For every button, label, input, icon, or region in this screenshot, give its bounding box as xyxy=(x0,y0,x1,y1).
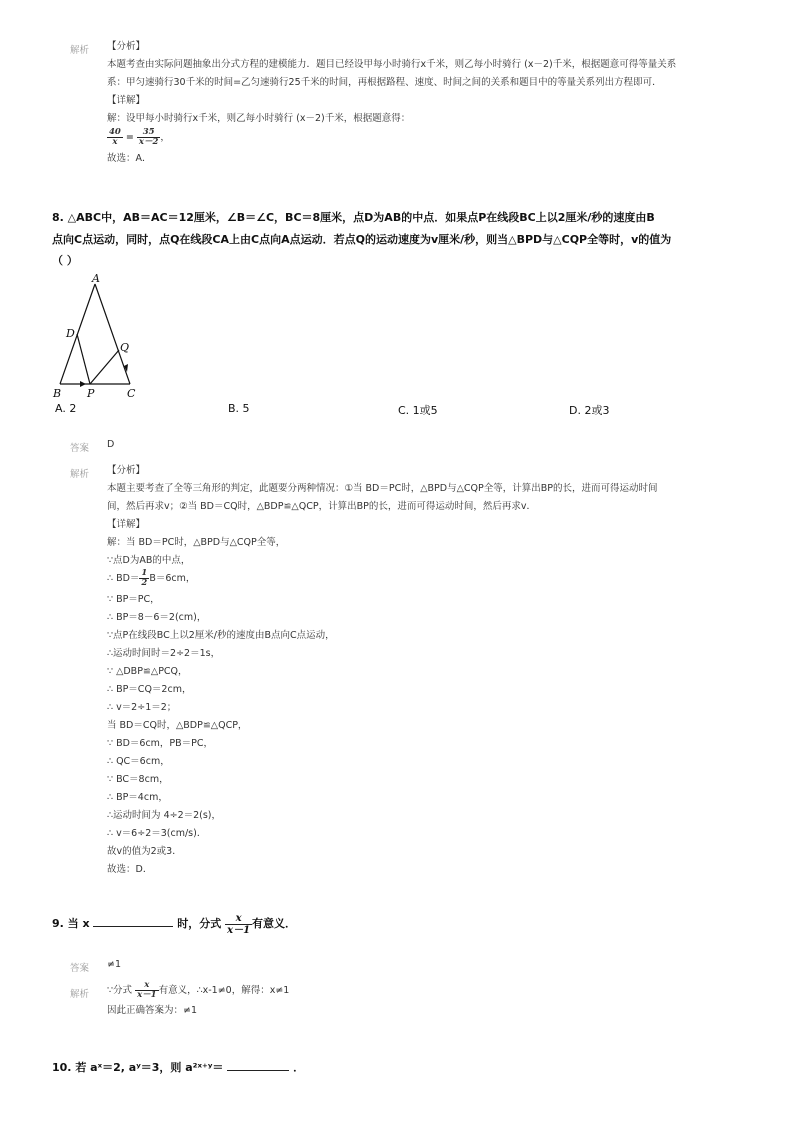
solution-step: ∴ v＝2÷1＝2； xyxy=(107,702,177,713)
analysis-tag: 解析 xyxy=(70,989,90,1000)
label-C: C xyxy=(127,387,136,400)
fraction: $\frac{35}{x-2}$ xyxy=(138,127,159,147)
option-d[interactable]: D. 2或3 xyxy=(569,404,610,417)
analysis-text: 因此正确答案为：≠1 xyxy=(107,1005,198,1016)
analysis-text: ∵分式 $\frac{x}{x-1}$ 有意义，∴x-1≠0，解得：x≠1 xyxy=(107,980,290,1000)
detail-heading: 【详解】 xyxy=(107,95,146,106)
question-stem: 9. 当 x 时，分式 $\frac{x}{x-1}$ 有意义． xyxy=(52,912,297,936)
label-Q: Q xyxy=(120,341,130,354)
solution-step: ∵点P在线段BC上以2厘米/秒的速度由B点向C点运动， xyxy=(107,630,335,641)
answer-tag: 答案 xyxy=(70,443,90,454)
solution-text: 解：设甲每小时骑行x千米，则乙每小时骑行 (x－2)千米，根据题意得： xyxy=(107,113,411,124)
answer-blank[interactable] xyxy=(93,914,173,927)
label-B: B xyxy=(53,387,62,400)
solution-step: ∵ BP＝PC， xyxy=(107,594,160,605)
analysis-text: 本题主要考查了全等三角形的判定，此题要分两种情况：①当 BD＝PC时，△BPD与△CQP全等，计算出BP的长，进而可得运动时间 xyxy=(107,483,658,494)
question-stem: 10. 若 aˣ＝2, aʸ＝3，则 a²ˣ⁺ʸ＝ ． xyxy=(52,1058,304,1078)
analysis-text: 本题考查由实际问题抽象出分式方程的建模能力．题目已经设甲每小时骑行x千米，则乙每小时骑行 (x－2)千米，根据题意可得等量关系 xyxy=(107,59,677,70)
solution-step: 当 BD＝CQ时，△BDP≌△QCP， xyxy=(107,720,248,731)
analysis-text: 间，然后再求v；②当 BD＝CQ时，△BDP≌△QCP，计算出BP的长，进而可得运动时间，然后再求v． xyxy=(107,501,536,512)
analysis-text: 系：甲匀速骑行30千米的时间=乙匀速骑行25千米的时间，再根据路程、速度、时间之间的关系和题目中的等量关系列出方程即可． xyxy=(107,77,662,88)
solution-step: ∴运动时间为 4÷2＝2(s)， xyxy=(107,810,222,821)
solution-step: ∴ BP＝8－6＝2(cm)， xyxy=(107,612,207,623)
answer-blank[interactable] xyxy=(227,1058,289,1071)
option-a[interactable]: A. 2 xyxy=(55,402,77,415)
triangle-figure xyxy=(50,270,150,400)
analysis-heading: 【分析】 xyxy=(107,465,146,476)
fraction: $\frac{1}{2}$ xyxy=(141,568,148,588)
analysis-heading: 【分析】 xyxy=(107,41,146,52)
solution-step: ∵ △DBP≌△PCQ， xyxy=(107,666,188,677)
fraction: $\frac{40}{x}$ xyxy=(109,127,121,147)
solution-step: ∴ v＝6÷2＝3(cm/s)． xyxy=(107,828,207,839)
equation: $\frac{40}{x}$ = $\frac{35}{x-2}$ ， xyxy=(109,127,170,147)
analysis-tag: 解析 xyxy=(70,469,90,480)
choice-text: 故选：A． xyxy=(107,153,152,164)
analysis-tag: 解析 xyxy=(70,45,90,56)
option-b[interactable]: B. 5 xyxy=(228,402,250,415)
fraction: $\frac{x}{x-1}$ xyxy=(137,980,157,1000)
question-stem: 8. △ABC中，AB＝AC＝12厘米，∠B＝∠C，BC＝8厘米，点D为AB的中点．如果点P在线段BC上以2厘米/秒的速度由B xyxy=(52,211,655,224)
solution-step: ∵ BD＝6cm，PB＝PC， xyxy=(107,738,214,749)
solution-step: ∵点D为AB的中点， xyxy=(107,555,191,566)
question-stem: （ ） xyxy=(52,254,78,267)
detail-heading: 【详解】 xyxy=(107,519,146,530)
solution-step: 故v的值为2或3． xyxy=(107,846,182,857)
answer-tag: 答案 xyxy=(70,963,90,974)
answer-value: ≠1 xyxy=(107,959,122,970)
solution-step: 解：当 BD＝PC时，△BPD与△CQP全等， xyxy=(107,537,286,548)
solution-step: ∴ BP＝4cm， xyxy=(107,792,168,803)
label-A: A xyxy=(92,272,100,285)
fraction: $\frac{x}{x-1}$ xyxy=(227,912,251,936)
solution-step: ∴运动时间时＝2÷2＝1s， xyxy=(107,648,221,659)
label-P: P xyxy=(87,387,95,400)
solution-step: ∴ BP＝CQ＝2cm， xyxy=(107,684,192,695)
solution-step: ∴ QC＝6cm， xyxy=(107,756,170,767)
solution-step: ∴ BD＝ $\frac{1}{2}$ B＝6cm， xyxy=(107,568,196,588)
solution-step: ∵ BC＝8cm， xyxy=(107,774,169,785)
question-stem: 点向C点运动，同时，点Q在线段CA上由C点向A点运动．若点Q的运动速度为v厘米/秒，则当△BPD与△CQP全等时，v的值为 xyxy=(52,233,672,246)
label-D: D xyxy=(66,327,75,340)
option-c[interactable]: C. 1或5 xyxy=(398,404,438,417)
choice-text: 故选：D． xyxy=(107,864,153,875)
answer-value: D xyxy=(107,439,115,450)
